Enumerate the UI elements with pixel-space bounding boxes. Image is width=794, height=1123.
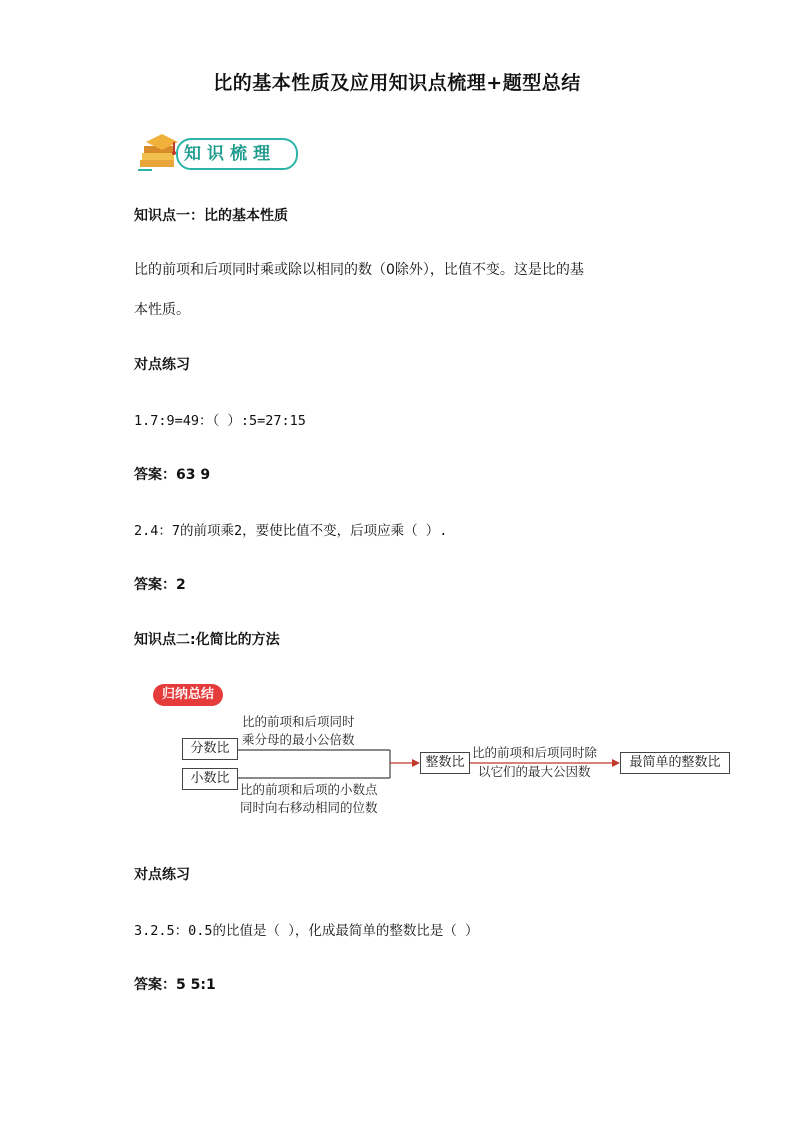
- page-title: 比的基本性质及应用知识点梳理+题型总结: [213, 72, 581, 94]
- fraction-rule-line1: 比的前项和后项同时: [242, 714, 355, 729]
- integer-rule-line2: 以它们的最大公因数: [478, 764, 591, 779]
- practice-heading-2: 对点练习: [134, 867, 190, 883]
- question-2: 2.4：7的前项乘2，要使比值不变，后项应乘（ ）.: [134, 523, 448, 539]
- integer-ratio-box: 整数比: [420, 752, 470, 774]
- decimal-rule-line1: 比的前项和后项的小数点: [240, 782, 378, 797]
- decimal-rule-line2: 同时向右移动相同的位数: [240, 800, 378, 815]
- answer-3: 答案：5 5:1: [134, 977, 216, 993]
- banner-label: 知识梳理: [184, 144, 276, 164]
- answer-1: 答案：63 9: [134, 467, 211, 483]
- question-3: 3.2.5：0.5的比值是（ ），化成最简单的整数比是（ ）: [134, 923, 479, 939]
- section1-heading: 知识点一：比的基本性质: [134, 208, 288, 224]
- fraction-rule-line2: 乘分母的最小公倍数: [242, 732, 355, 747]
- simplify-ratio-diagram: [150, 680, 750, 830]
- summary-tag: 归纳总结: [153, 684, 223, 706]
- answer-2: 答案：2: [134, 577, 186, 593]
- integer-rule-line1: 比的前项和后项同时除: [472, 745, 598, 760]
- practice-heading-1: 对点练习: [134, 357, 190, 373]
- section1-para-line1: 比的前项和后项同时乘或除以相同的数（0除外），比值不变。这是比的基: [134, 262, 584, 278]
- decimal-ratio-box: 小数比: [182, 768, 238, 790]
- simplest-ratio-box: 最简单的整数比: [620, 752, 730, 774]
- fraction-ratio-box: 分数比: [182, 738, 238, 760]
- section2-heading: 知识点二:化简比的方法: [134, 632, 280, 648]
- knowledge-banner: [138, 130, 298, 174]
- section1-para-line2: 本性质。: [134, 302, 190, 318]
- question-1: 1.7:9=49：（ ）:5=27:15: [134, 413, 306, 429]
